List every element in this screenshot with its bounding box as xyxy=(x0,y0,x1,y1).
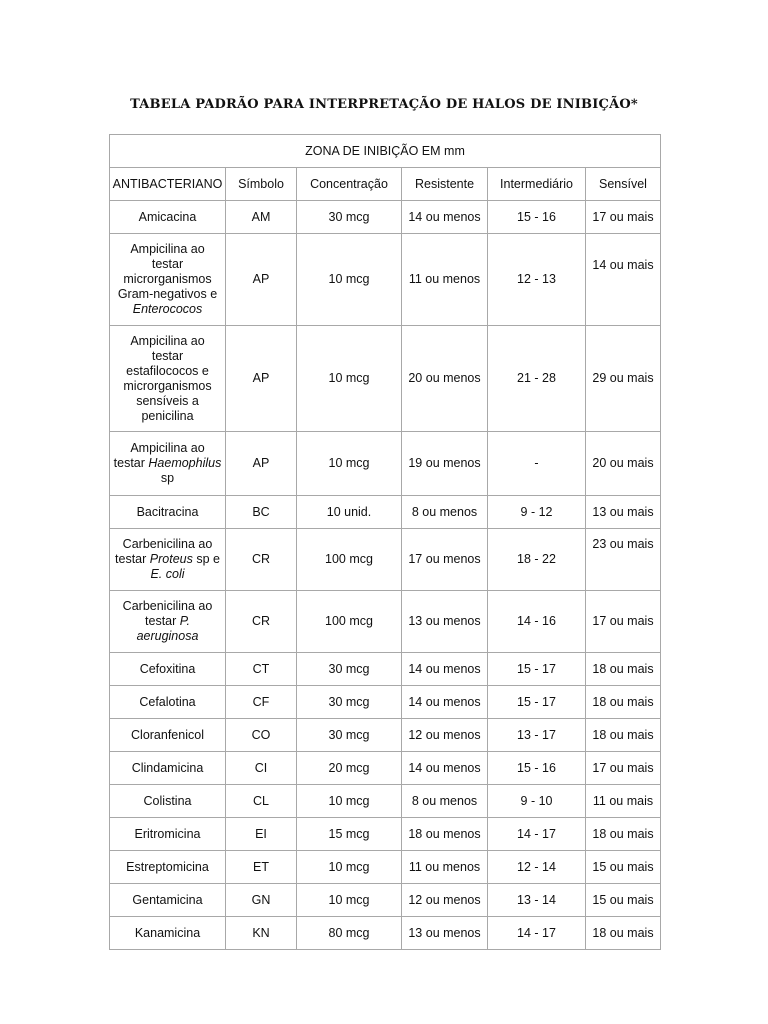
page-title: TABELA PADRÃO PARA INTERPRETAÇÃO DE HALOS DE INIBIÇÃO* xyxy=(130,97,638,112)
sensitive-cell: 15 ou mais xyxy=(586,851,661,884)
intermediate-cell: 21 - 28 xyxy=(488,326,586,432)
concentration-cell: 30 mcg xyxy=(297,201,402,234)
table-row xyxy=(110,917,661,950)
column-header: Resistente xyxy=(402,168,488,201)
table-row xyxy=(110,326,661,432)
intermediate-cell: 13 - 14 xyxy=(488,884,586,917)
antibacterial-name xyxy=(110,591,226,653)
symbol-cell: CF xyxy=(226,686,297,719)
intermediate-cell: 15 - 17 xyxy=(488,686,586,719)
name-line: Carbenicilina ao xyxy=(122,599,213,613)
name-line: Gram-negativos e xyxy=(117,287,218,301)
resistant-cell: 14 ou menos xyxy=(402,752,488,785)
antibacterial-name: Amicacina xyxy=(110,201,226,234)
name-line: testar xyxy=(145,614,180,628)
table-row xyxy=(110,686,661,719)
name-line: testar xyxy=(113,456,149,470)
symbol-cell: CR xyxy=(226,529,297,591)
column-header: Símbolo xyxy=(226,168,297,201)
sensitive-cell: 18 ou mais xyxy=(586,686,661,719)
table-row xyxy=(110,653,661,686)
antibacterial-name: Cefalotina xyxy=(110,686,226,719)
sensitive-cell: 18 ou mais xyxy=(586,917,661,950)
sensitive-cell: 18 ou mais xyxy=(586,719,661,752)
name-line: Ampicilina ao xyxy=(130,441,205,455)
sensitive-cell: 29 ou mais xyxy=(586,326,661,432)
table-row xyxy=(110,785,661,818)
name-italic: Haemophilus xyxy=(148,456,222,470)
column-header: Concentração xyxy=(297,168,402,201)
symbol-cell: AP xyxy=(226,432,297,496)
intermediate-cell: 14 - 17 xyxy=(488,818,586,851)
column-header: Intermediário xyxy=(488,168,586,201)
symbol-cell: ET xyxy=(226,851,297,884)
resistant-cell: 11 ou menos xyxy=(402,851,488,884)
intermediate-cell: 15 - 16 xyxy=(488,201,586,234)
antibacterial-name: Clindamicina xyxy=(110,752,226,785)
sensitive-cell: 17 ou mais xyxy=(586,201,661,234)
table-row xyxy=(110,529,661,591)
resistant-cell: 18 ou menos xyxy=(402,818,488,851)
table-row xyxy=(110,818,661,851)
name-line: sensíveis a xyxy=(136,393,199,408)
resistant-cell: 12 ou menos xyxy=(402,884,488,917)
antibacterial-name: Cloranfenicol xyxy=(110,719,226,752)
antibacterial-name xyxy=(110,432,226,496)
sensitive-cell: 15 ou mais xyxy=(586,884,661,917)
antibacterial-name: Cefoxitina xyxy=(110,653,226,686)
concentration-cell: 10 mcg xyxy=(297,326,402,432)
symbol-cell: CT xyxy=(226,653,297,686)
resistant-cell: 19 ou menos xyxy=(402,432,488,496)
symbol-cell: CR xyxy=(226,591,297,653)
name-line: penicilina xyxy=(141,408,194,423)
sensitive-cell: 13 ou mais xyxy=(586,496,661,529)
table-row xyxy=(110,234,661,326)
resistant-cell: 20 ou menos xyxy=(402,326,488,432)
symbol-cell: CI xyxy=(226,752,297,785)
symbol-cell: KN xyxy=(226,917,297,950)
inhibition-zone-table xyxy=(109,134,661,950)
resistant-cell: 8 ou menos xyxy=(402,785,488,818)
intermediate-cell: 12 - 14 xyxy=(488,851,586,884)
symbol-cell: GN xyxy=(226,884,297,917)
intermediate-cell: 14 - 17 xyxy=(488,917,586,950)
sensitive-cell: 17 ou mais xyxy=(586,752,661,785)
symbol-cell: AM xyxy=(226,201,297,234)
concentration-cell: 10 mcg xyxy=(297,785,402,818)
name-line: estafilococos e xyxy=(126,363,209,378)
resistant-cell: 14 ou menos xyxy=(402,201,488,234)
resistant-cell: 14 ou menos xyxy=(402,686,488,719)
concentration-cell: 80 mcg xyxy=(297,917,402,950)
group-header: ZONA DE INIBIÇÃO EM mm xyxy=(110,135,661,168)
name-italic: aeruginosa xyxy=(136,629,199,643)
concentration-cell: 100 mcg xyxy=(297,529,402,591)
name-line: sp xyxy=(160,471,175,485)
concentration-cell: 30 mcg xyxy=(297,653,402,686)
symbol-cell: AP xyxy=(226,326,297,432)
column-header: ANTIBACTERIANO xyxy=(110,168,226,201)
intermediate-cell: 15 - 17 xyxy=(488,653,586,686)
name-line: testar xyxy=(115,552,150,566)
resistant-cell: 17 ou menos xyxy=(402,529,488,591)
sensitive-cell: 11 ou mais xyxy=(586,785,661,818)
resistant-cell: 14 ou menos xyxy=(402,653,488,686)
resistant-cell: 8 ou menos xyxy=(402,496,488,529)
sensitive-cell: 17 ou mais xyxy=(586,591,661,653)
sensitive-cell: 18 ou mais xyxy=(586,818,661,851)
symbol-cell: AP xyxy=(226,234,297,326)
name-line: Enterococos xyxy=(132,302,203,316)
symbol-cell: CO xyxy=(226,719,297,752)
resistant-cell: 13 ou menos xyxy=(402,917,488,950)
symbol-cell: BC xyxy=(226,496,297,529)
concentration-cell: 10 mcg xyxy=(297,851,402,884)
name-line: sp e xyxy=(192,552,220,566)
name-line: microrganismos xyxy=(123,378,212,393)
intermediate-cell: 12 - 13 xyxy=(488,234,586,326)
table-row xyxy=(110,201,661,234)
sensitive-cell: 14 ou mais xyxy=(586,234,661,326)
name-line: microrganismos xyxy=(123,272,212,286)
concentration-cell: 10 mcg xyxy=(297,884,402,917)
antibacterial-name: Gentamicina xyxy=(110,884,226,917)
resistant-cell: 12 ou menos xyxy=(402,719,488,752)
group-header-row xyxy=(110,135,661,168)
table-row xyxy=(110,752,661,785)
intermediate-cell: - xyxy=(488,432,586,496)
antibacterial-name: Estreptomicina xyxy=(110,851,226,884)
intermediate-cell: 14 - 16 xyxy=(488,591,586,653)
concentration-cell: 20 mcg xyxy=(297,752,402,785)
sensitive-cell: 18 ou mais xyxy=(586,653,661,686)
name-line: Carbenicilina ao xyxy=(122,537,213,551)
name-line: Ampicilina ao xyxy=(130,333,205,348)
sensitive-cell: 20 ou mais xyxy=(586,432,661,496)
antibacterial-name: Bacitracina xyxy=(110,496,226,529)
intermediate-cell: 9 - 10 xyxy=(488,785,586,818)
name-italic: P. xyxy=(179,614,190,628)
column-header-row xyxy=(110,168,661,201)
resistant-cell: 13 ou menos xyxy=(402,591,488,653)
concentration-cell: 30 mcg xyxy=(297,686,402,719)
resistant-cell: 11 ou menos xyxy=(402,234,488,326)
antibacterial-name: Colistina xyxy=(110,785,226,818)
intermediate-cell: 9 - 12 xyxy=(488,496,586,529)
antibacterial-name xyxy=(110,529,226,591)
name-italic: Proteus xyxy=(149,552,193,566)
name-line: testar xyxy=(151,257,184,271)
concentration-cell: 30 mcg xyxy=(297,719,402,752)
table-row xyxy=(110,719,661,752)
concentration-cell: 10 unid. xyxy=(297,496,402,529)
name-italic: E. coli xyxy=(150,567,185,581)
symbol-cell: EI xyxy=(226,818,297,851)
name-line: Ampicilina ao xyxy=(130,242,205,256)
table-row xyxy=(110,851,661,884)
concentration-cell: 15 mcg xyxy=(297,818,402,851)
intermediate-cell: 18 - 22 xyxy=(488,529,586,591)
table-row xyxy=(110,591,661,653)
antibacterial-name xyxy=(110,326,226,432)
sensitive-cell: 23 ou mais xyxy=(586,529,661,591)
table-row xyxy=(110,432,661,496)
concentration-cell: 100 mcg xyxy=(297,591,402,653)
column-header: Sensível xyxy=(586,168,661,201)
intermediate-cell: 15 - 16 xyxy=(488,752,586,785)
antibacterial-name xyxy=(110,234,226,326)
table-row xyxy=(110,496,661,529)
antibacterial-name: Kanamicina xyxy=(110,917,226,950)
antibacterial-name: Eritromicina xyxy=(110,818,226,851)
concentration-cell: 10 mcg xyxy=(297,234,402,326)
concentration-cell: 10 mcg xyxy=(297,432,402,496)
symbol-cell: CL xyxy=(226,785,297,818)
name-line: testar xyxy=(151,348,184,363)
intermediate-cell: 13 - 17 xyxy=(488,719,586,752)
table-row xyxy=(110,884,661,917)
